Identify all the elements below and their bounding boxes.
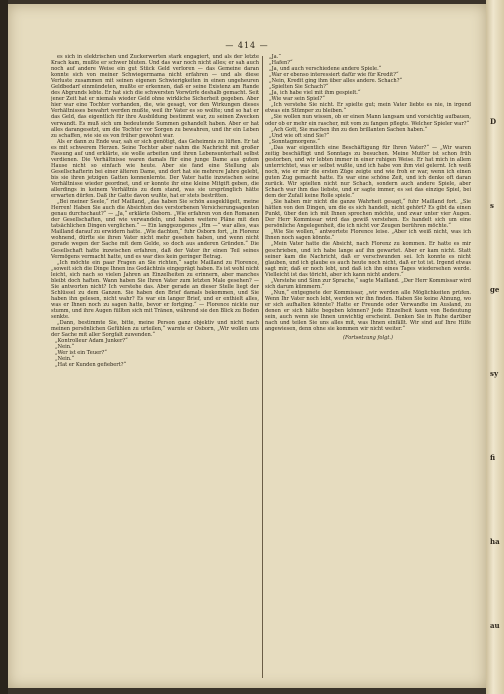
facing-page-letter: D — [490, 117, 497, 126]
facing-page-letter: fi — [490, 453, 496, 462]
paragraph: „Dann, bestimmte Sie, bitte, meine Person ganz objektiv und nicht nach meinen persönlichen Gefühlen zu urteilen,“ warnte er Osborn, „Wir wollen uns der Sache mit aller Sorgfalt zuwenden.“ — [51, 320, 259, 339]
paragraph: „Mein Vater hatte die Absicht, nach Florenz zu kommen. Er hatte es mir geschrieben, und ich habe lange auf ihn gewartet. Aber er kam nicht. Statt seiner kam die Nachricht, daß er verschwunden sei. Ich konnte es nicht glauben, und ich glaube es auch heute noch nicht, daß er tot ist. Irgend etwas sagt mir, daß er noch lebt, und daß ich ihn eines Tages wiedersehen werde. Vielleicht ist das töricht, aber ich kann nicht anders.“ — [265, 241, 471, 278]
newspaper-page — [8, 4, 486, 688]
paragraph: „Und wie oft sind Sie?“ — [269, 132, 330, 139]
paragraph: „Nun,“ entgegnete der Kommissar, „wir werden alle Möglichkeiten prüfen. Wenn Ihr Vater noch lebt, werden wir ihn finden. Haben Sie keine Ahnung, wo er sich aufhalten könnte? Hatte er Freunde oder Verwandte im Ausland, zu denen er sich hätte begeben können? Jede Einzelheit kann von Bedeutung sein, auch wenn sie Ihnen unwichtig erscheint. Denken Sie in Ruhe darüber nach und teilen Sie uns alles mit, was Ihnen einfällt. Wir sind auf Ihre Hilfe angewiesen, denn ohne sie kommen wir nicht weiter.“ — [265, 289, 471, 333]
facing-page-letter: sy — [490, 369, 499, 378]
paragraph: „Hafen?“ — [269, 60, 293, 67]
paragraph: „Spielten Sie Schach?“ — [269, 84, 329, 91]
paragraph: es sich in elektrischen und Zuckerwerten stark engagiert, und als der letzte Krach kam, mußte er schwer bluten. Und das war noch nicht alles; er sah auch noch auf andere Weise ein gut Stück Geld verloren — das Gemeine daran konnte sich von meiner Schwiegermama nicht erfahren — und als diese Verluste zusammen mit seinen eigenen Schwierigkeiten in einen ungeheuren Geldbedarf einmündeten, mußte er erkennen, daß er seine Existenz am Rande des Abgrunds lebte. Er hat sich die schwersten Vorwürfe deshalb gemacht. Seit jener Zeit hat er niemals wieder Geld ohne wirkliche Sicherheit gegeben. Aber hier war eine Tochter vorhanden, die, wie gesagt, vor den Wirkungen dieses Verhältnisses bewahrt werden mußte, weil ihr Vater es so wollte; und so hat er das Geld, das eigentlich für ihre Ausbildung bestimmt war, zu seinen Zwecken verwandt. Es muß sich um bedeutende Summen gehandelt haben. Aber er hat alles darangesetzt, um die Tochter vor Sorgen zu bewahren, und ihr ein Leben zu schaffen, wie sie es von früher gewohnt war. — [51, 54, 259, 139]
facing-page-edge — [486, 0, 504, 694]
paragraph: „Das war eigentlich eine Beschäftigung für Ihren Vater?“ — „Wir waren zeitig beschäftigt und Sonntags zu besuchen. Meine Mutter ist schon früh gestorben, und wir lebten immer in einer ruhigen Weise. Er hat mich in allem unterrichtet, was er selbst wußte, und ich habe von ihm viel gelernt. Ich weiß noch, wie er mir die ersten Züge zeigte und wie froh er war, wenn ich einen guten Zug gemacht hatte. Es war eine schöne Zeit, und ich denke oft daran zurück. Wir spielten nicht nur Schach, sondern auch andere Spiele, aber Schach war ihm das liebste, und er sagte immer, es sei das einzige Spiel, bei dem der Zufall keine Rolle spiele.“ — [265, 144, 471, 200]
facing-page-letters — [490, 80, 502, 668]
paragraph: „Ich verstehe Sie nicht. Er spielte gut; mein Vater liebte es nie, in irgend etwas ein Stümper zu bleiben.“ — [265, 102, 471, 115]
book-spine-shadow — [0, 0, 8, 694]
paragraph: „Ja, ich habe viel mit ihm gespielt.“ — [269, 90, 361, 97]
column-divider — [262, 56, 263, 678]
paragraph: „Verstehe und Sinn zur Sprache,“ sagte Mailland. „Der Herr Kommissar wird sich darum kümmern.“ — [265, 277, 471, 290]
paragraph: „Sie wollen nun wissen, ob er einen Mann langsam und vorsichtig aufbauen, oder ob er mehr ein rascher, mit vom zu fangen pflegte. Welcher Spieler war?“ — [265, 114, 471, 127]
paragraph: „Wer ist ein Teuer?“ — [55, 350, 107, 357]
paragraph: „War er ebenso interessiert dafür wie für Kredit?“ — [269, 72, 399, 79]
text-column-left — [51, 54, 259, 682]
paragraph: „Ja.“ — [269, 54, 281, 60]
paragraph: „Ach Gott, Sie machen ihn zu den brillanten Sachen haben.“ — [271, 126, 428, 133]
paragraph: „Hat er Kunden gefiebert?“ — [55, 362, 127, 369]
paragraph: „Nein, Kredit ging ihm über alles andere. Schach?“ — [269, 78, 403, 85]
paragraph: „Sie haben mir nicht die ganze Wahrheit gesagt,“ fuhr Mailland fort. „Sie hätten von den Dingen, um die es sich handelt, nicht gehört? Es gibt da einen Punkt, über den ich mit Ihnen sprechen möchte, und zwar unter vier Augen. Der Herr Kommissar wird das gewiß verstehen. Es handelt sich um eine persönliche Angelegenheit, die ich nicht vor Zeugen berühren möchte.“ — [265, 199, 471, 230]
paragraph: „Ja, und auch verschiedene andere Spiele.“ — [269, 66, 382, 73]
continuation-note: (Fortsetzung folgt.) — [342, 335, 394, 342]
facing-page-letter: au — [490, 621, 500, 630]
paragraph: Als er dann zu Ende war, sah er sich genötigt, das Geheimnis zu lüften. Er tat es mit schwerem Herzen. Seine Tochter aber nahm die Nachricht mit großer Fassung auf und erklärte, sie wolle arbeiten und ihren Lebensunterhalt selbst verdienen. Die Verhältnisse waren damals für eine junge Dame aus gutem Hause nicht so einfach wie heute. Aber sie fand eine Stellung als Gesellschafterin bei einer älteren Dame, und dort hat sie mehrere Jahre gelebt, bis sie ihren jetzigen Gatten kennenlernte. Der Vater hatte inzwischen seine Verhältnisse wieder geordnet, und er konnte ihr eine kleine Mitgift geben, die allerdings in keinem Verhältnis zu dem stand, was sie ursprünglich hätte erwarten dürfen. Daß ihr Gatte davon wußte, hat er stets bestritten. — [51, 138, 259, 200]
text-column-right — [265, 54, 471, 682]
paragraph: „Ich möchte ein paar Fragen an Sie richten,“ sagte Mailland zu Florence, „soweit sich die Dinge Ihnen ins Gedächtnis eingeprägt haben. Es ist wohl nicht leicht, sich nach so vielen Jahren an Einzelheiten zu erinnern, aber manches bleibt doch haften. Wann haben Sie Ihren Vater zum letzten Male gesehen? — Sie antworten nicht? Ich verstehe das. Aber gerade an dieser Stelle liegt der Schlüssel zu dem Ganzen. Sie haben den Brief damals bekommen, und Sie haben ihn gelesen, nicht wahr? Es war ein langer Brief, und er enthielt alles, was er Ihnen noch zu sagen hatte, bevor er fortging.“ — Florence nickte nur stumm, und ihre Augen füllten sich mit Tränen, während sie den Blick zu Boden senkte. — [51, 259, 259, 321]
paragraph: „Sonntagmorgens.“ — [269, 138, 320, 145]
paragraph: „Wie Sie wollen,“ antwortete Florence leise. „Aber ich weiß nicht, was ich Ihnen noch sagen könnte.“ — [265, 229, 471, 242]
facing-page-letter: ge — [490, 285, 500, 294]
facing-page-letter: s — [490, 201, 494, 210]
paragraph: „Nein.“ — [55, 344, 75, 351]
facing-page-letter: ha — [490, 537, 500, 546]
paragraph: „Wie war sein Spiel?“ — [269, 96, 325, 103]
paragraph: „Bei meiner Seele,“ rief Mailland, „das haben Sie schön ausgeklügelt, meine Herren! Haben Sie auch die Absichten des verstorbenen Versicherungsagenten genau durchschaut?“ — „Ja,“ erklärte Osborn. „Wie erfahren von den Romanen der Gesellschaften, und wie verwandeln, und haben weitere Pläne mit den tatsächlichen Dingen verglichen.“ — Ein langgezogenes „Hm —“ war alles, was Mailland darauf zu erwidern hatte. „Wie dachten,“ fuhr Osborn fort, „in Florenz wohnend, dürfte sie ihren Vater nicht mehr gesehen haben, und wenn nicht gerade wegen der Sache mit dem Gelde, so doch aus anderen Gründen.“ Die Gesellschaft hatte inzwischen erfahren, daß der Vater ihr einen Teil seines Vermögens vermacht hatte, und es war dies kein geringer Betrag. — [51, 199, 259, 260]
page-number-header: — 414 — — [225, 41, 269, 50]
paragraph: „Kontrolleur Adam Junker?“ — [55, 338, 128, 345]
paragraph: „Nein.“ — [55, 356, 75, 363]
